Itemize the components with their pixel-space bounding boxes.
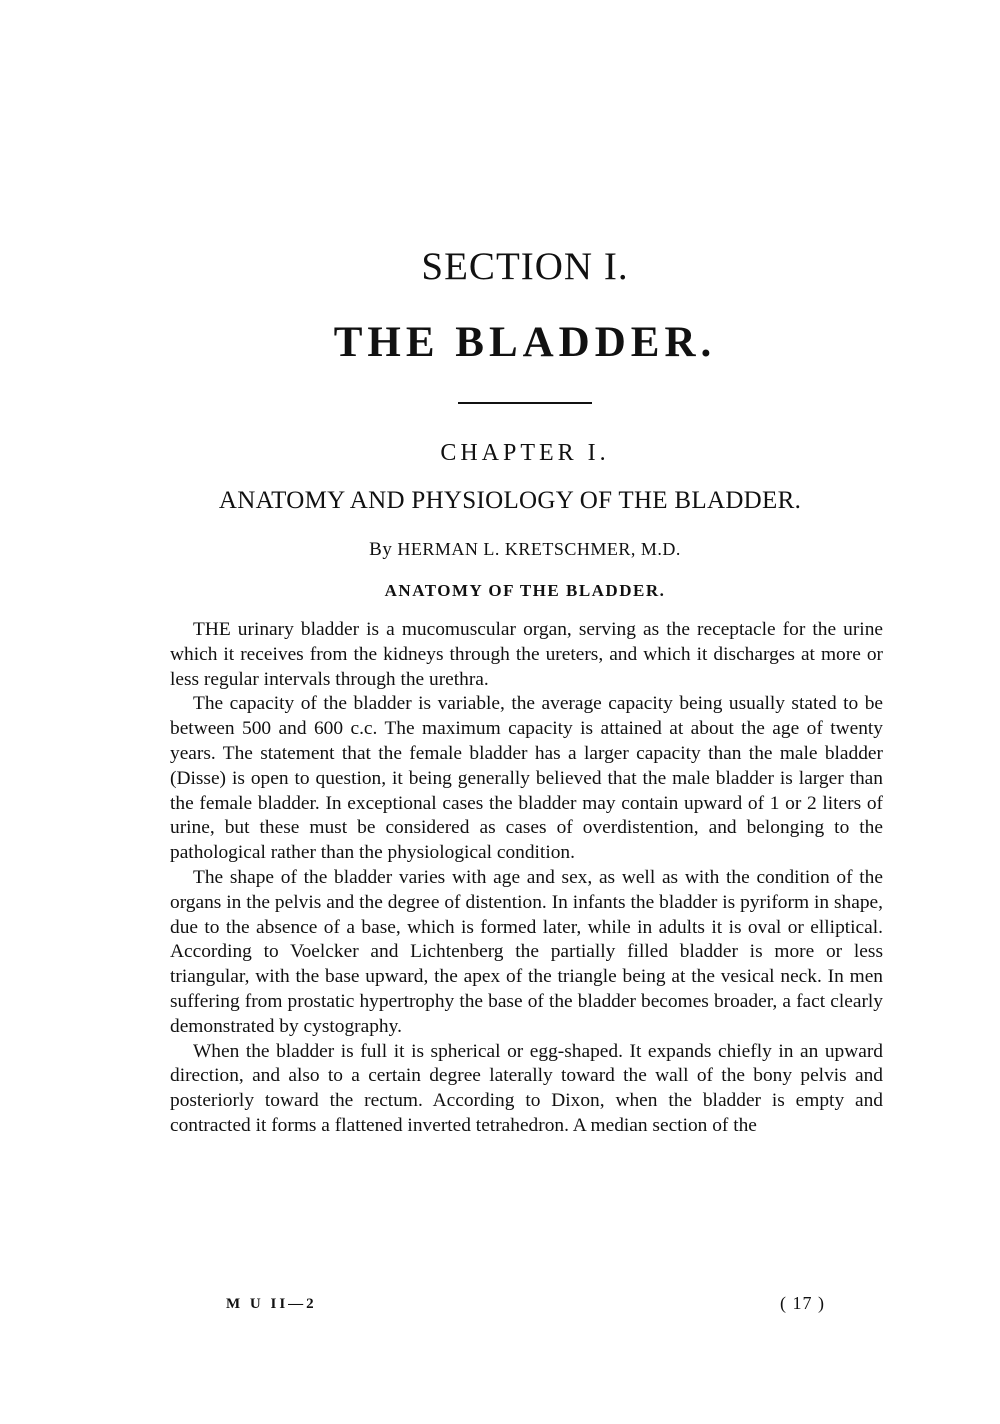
paragraph: THE urinary bladder is a mucomuscular organ, serving as the receptacle for the urine which it receives from the kidneys through the ureters, and which it discharges at more or less regular intervals through the urethra. (170, 619, 883, 690)
main-title: THE BLADDER. (333, 319, 717, 366)
paragraph: The capacity of the bladder is variable, the average capacity being usually stated to be between 500 and 600 c.c. The maximum capacity is attained at about the age of twenty years. The statement that the female bladder has a larger capacity than the male bladder (Disse) is open to question, it being generally believed that the male bladder is larger than the female bladder. In exceptional cases the bladder may contain upward of 1 or 2 liters of urine, but these must be considered as cases of overdistention, and belonging to the pathological rather than the physiological condition. (170, 693, 883, 864)
author-byline (0, 539, 1000, 561)
byline-prefix: By (369, 539, 393, 560)
footer-signature: M U II—2 (226, 1296, 317, 1312)
paragraph: When the bladder is full it is spherical or egg-shaped. It expands chiefly in an upward direction, and also to a certain degree laterally toward the wall of the bony pelvis and posteriorly toward the rectum. According to Dixon, when the bladder is empty and contracted it forms a flattened inverted tetrahedron. A median section of the (170, 1040, 883, 1136)
chapter-title: ANATOMY AND PHYSIOLOGY OF THE BLADDER. (218, 487, 802, 514)
chapter-label: CHAPTER I. (440, 440, 610, 466)
page-number: ( 17 ) (780, 1293, 825, 1313)
paragraph: The shape of the bladder varies with age and sex, as well as with the condition of the organs in the pelvis and the degree of distention. In infants the bladder is pyriform in shape, due to the absence of a base, which is formed later, while in adults it is oval or elliptical. According to Voelcker and Lichtenberg the partially filled bladder is more or less triangular, with the base upward, the apex of the triangle being at the vesical neck. In men suffering from prostatic hypertrophy the base of the bladder becomes broader, a fact clearly demonstrated by cystography. (170, 866, 883, 1037)
body-text (170, 618, 883, 1139)
byline-author: HERMAN L. KRETSCHMER, M.D. (397, 539, 681, 559)
section-heading: ANATOMY OF THE BLADDER. (384, 581, 666, 600)
section-label: SECTION I. (421, 245, 629, 288)
title-divider (458, 402, 592, 404)
